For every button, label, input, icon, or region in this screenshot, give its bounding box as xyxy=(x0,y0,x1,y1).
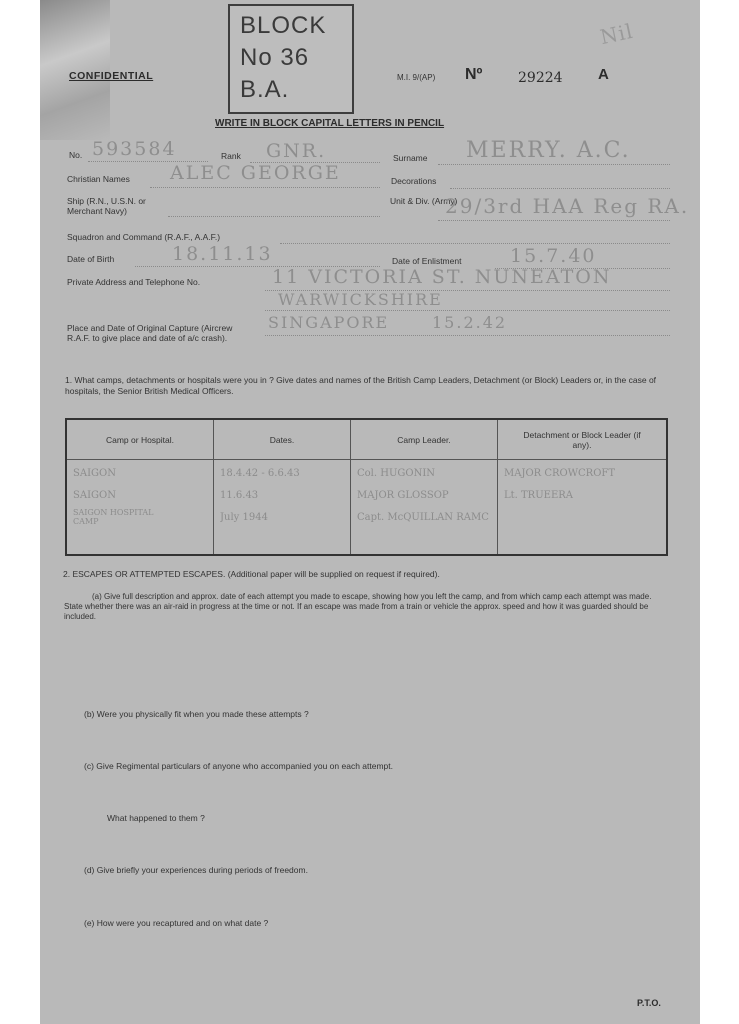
question-2e: (e) How were you recaptured and on what date ? xyxy=(84,918,269,928)
unit-value: 29/3rd HAA Reg RA. xyxy=(445,194,690,218)
reference-prefix: M.I. 9/(AP) xyxy=(397,73,436,82)
question-2b: (b) Were you physically fit when you made these attempts ? xyxy=(84,709,309,719)
header-camp-leader: Camp Leader. xyxy=(351,419,498,460)
nil-note: Nil xyxy=(597,18,636,50)
service-number: 593584 xyxy=(92,138,177,160)
table-cell xyxy=(504,508,666,530)
question-2c: (c) Give Regimental particulars of anyone who accompanied you on each attempt. xyxy=(84,761,393,771)
form-number: 29224 xyxy=(518,70,563,86)
capture-date: 15.2.42 xyxy=(432,313,508,332)
column-dates xyxy=(214,460,351,556)
address-line-2: WARWICKSHIRE xyxy=(278,290,443,309)
question-2d: (d) Give briefly your experiences during periods of freedom. xyxy=(84,865,308,875)
table-cell: SAIGON xyxy=(73,490,116,501)
question-2a: (a) Give full description and approx. date of each attempt you made to escape, showing how you left the camp, and from which camp each attempt was made. State whether there was an air-raid in progress at the time or not. If an escape was made from a train or vehicle the approx. speed and how it was guarded should be included. xyxy=(64,592,652,621)
table-cell: SAIGON HOSPITAL CAMP xyxy=(73,508,154,526)
question-2c-followup: What happened to them ? xyxy=(107,813,205,823)
dob-label: Date of Birth xyxy=(67,254,115,264)
dob-value: 18.11.13 xyxy=(172,243,273,265)
column-detachment-leader xyxy=(498,460,668,556)
table-cell: 11.6.43 xyxy=(220,490,259,501)
address-label: Private Address and Telephone No. xyxy=(67,277,201,287)
table-cell: 18.4.42 - 6.6.43 xyxy=(220,468,300,479)
rank-label: Rank xyxy=(221,151,241,161)
unit-label: Unit & Div. (Army) xyxy=(390,196,458,206)
header-camp: Camp or Hospital. xyxy=(66,419,214,460)
block-stamp xyxy=(228,4,354,114)
stamp-line-1: BLOCK xyxy=(240,12,327,39)
enlistment-value: 15.7.40 xyxy=(510,245,597,267)
table-cell: MAJOR CROWCROFT xyxy=(504,468,616,479)
question-2: 2. ESCAPES OR ATTEMPTED ESCAPES. (Additional paper will be supplied on request if required). xyxy=(63,569,440,579)
table-cell: MAJOR GLOSSOP xyxy=(357,490,449,501)
series-letter: A xyxy=(598,66,609,83)
number-label: Nº xyxy=(465,66,483,83)
header-dates: Dates. xyxy=(214,419,351,460)
christian-names-label: Christian Names xyxy=(67,174,130,184)
squadron-label: Squadron and Command (R.A.F., A.A.F.) xyxy=(67,232,221,242)
table-cell: SAIGON xyxy=(73,468,116,479)
camps-table xyxy=(65,418,668,556)
table-cell: Col. HUGONIN xyxy=(357,468,436,479)
please-turn-over: P.T.O. xyxy=(637,998,661,1008)
confidential-label: CONFIDENTIAL xyxy=(69,70,154,82)
surname-label: Surname xyxy=(393,153,428,163)
instruction-heading: WRITE IN BLOCK CAPITAL LETTERS IN PENCIL xyxy=(215,118,445,129)
decorations-label: Decorations xyxy=(391,176,437,186)
stamp-line-2: No 36 xyxy=(240,44,310,71)
question-1: 1. What camps, detachments or hospitals were you in ? Give dates and names of the British Camp Leaders, Detachment (or Block) Leaders or, in the case of hospitals, the Senior British Medical Officers. xyxy=(65,375,657,396)
rank-value: GNR. xyxy=(266,140,327,162)
ship-label: Ship (R.N., U.S.N. or Merchant Navy) xyxy=(67,196,146,216)
christian-names-value: ALEC GEORGE xyxy=(170,162,341,184)
table-cell: Capt. McQUILLAN RAMC xyxy=(357,512,489,523)
form-page xyxy=(40,0,700,1024)
table-cell: Lt. TRUEERA xyxy=(504,490,573,501)
capture-place: SINGAPORE xyxy=(268,313,390,332)
enlistment-label: Date of Enlistment xyxy=(392,256,462,266)
no-label: No. xyxy=(69,150,83,160)
header-detachment-leader: Detachment or Block Leader (if any). xyxy=(498,419,668,460)
column-camp xyxy=(66,460,214,556)
address-line-1: 11 VICTORIA ST. NUNEATON xyxy=(272,266,612,288)
table-cell: July 1944 xyxy=(220,512,268,523)
surname-value: MERRY. A.C. xyxy=(466,138,631,163)
capture-label: Place and Date of Original Capture (Aircrew R.A.F. to give place and date of a/c crash). xyxy=(67,323,233,343)
stamp-line-3: B.A. xyxy=(240,76,290,103)
column-camp-leader xyxy=(351,460,498,556)
